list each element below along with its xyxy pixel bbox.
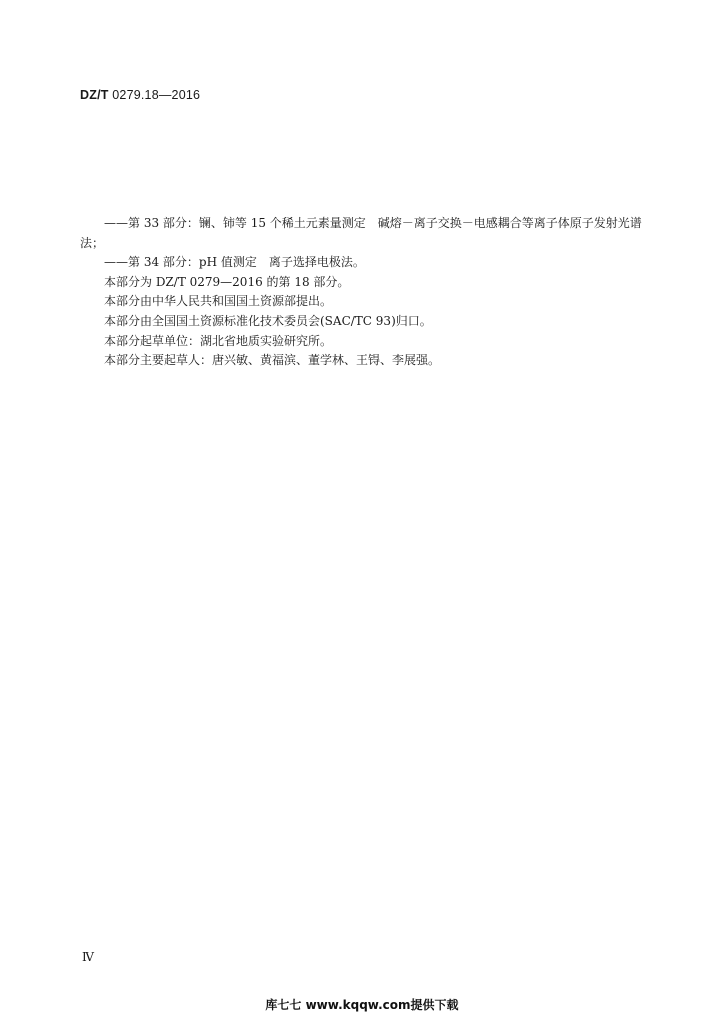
drafting-unit-statement: 本部分起草单位：湖北省地质实验研究所。 [104,333,333,348]
drafters-statement: 本部分主要起草人：唐兴敏、黄福滨、董学林、王锝、李展强。 [104,353,441,368]
standard-code-number: 0279.18—2016 [112,88,201,102]
standard-code-header [80,88,200,102]
committee-statement: 本部分由全国国土资源标准化技术委员会(SAC/TC 93)归口。 [104,313,432,328]
part-33-item: ——第 33 部分：镧、铈等 15 个稀土元素量测定 碱熔－离子交换－电感耦合等离子体原子发射光谱法； [80,216,642,250]
proposer-statement: 本部分由中华人民共和国国土资源部提出。 [104,294,333,309]
document-body [80,214,654,371]
part-34-item: ——第 34 部分：pH 值测定 离子选择电极法。 [104,255,365,270]
part-statement: 本部分为 DZ/T 0279—2016 的第 18 部分。 [104,274,350,289]
standard-code-prefix: DZ/T [80,88,109,102]
download-credit: 库七七 www.kqqw.com提供下载 [265,998,459,1012]
page-number: Ⅳ [82,950,94,964]
